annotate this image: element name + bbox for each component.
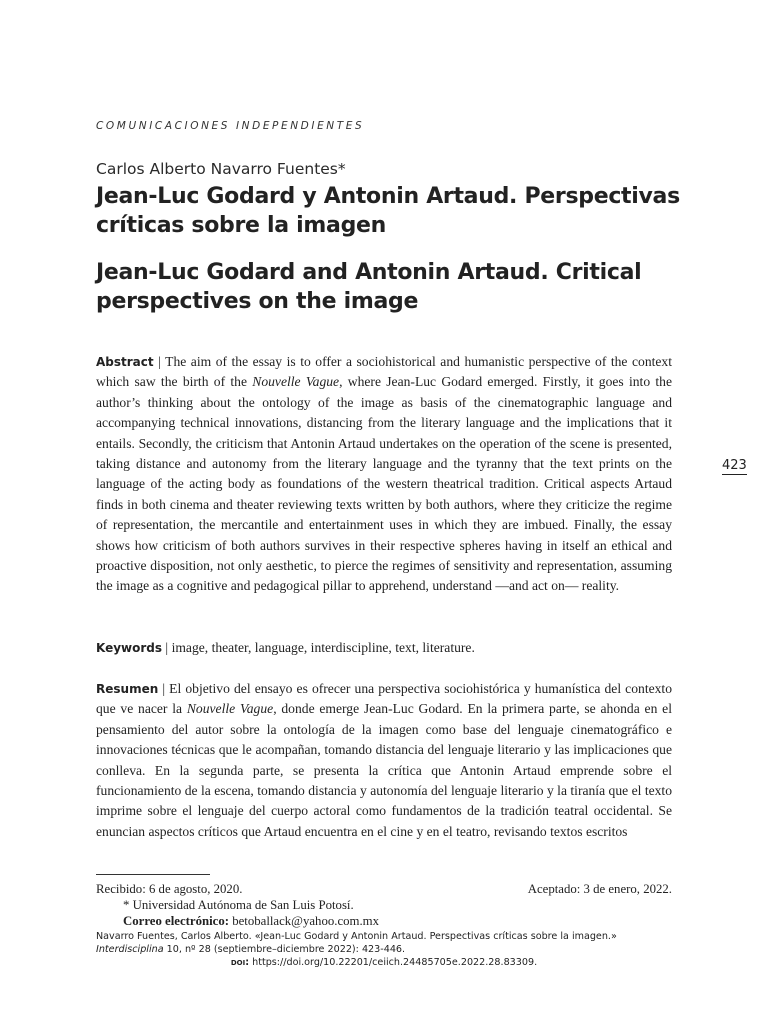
abstract-separator: | [153, 354, 166, 369]
section-label: COMUNICACIONES INDEPENDIENTES [96, 120, 365, 132]
email-label: Correo electrónico: [123, 914, 229, 928]
doi-line [96, 957, 672, 968]
abstract-text-2: , where Jean-Luc Godard emerged. Firstly, it goes into the author’s thinking about the ontology of the image as basis of the cinematographic language and accompanying technical innovations, distancing from the literary language and the implications that it entails. Secondly, the criticism that Antonin Artaud undertakes on the operation of the scene is presented, taking distance and autonomy from the literary language and the tyranny that the text prints on the language of the acting body as foundations of the western theatrical tradition. Critical aspects Artaud finds in both cinema and theater reviewing texts written by both authors, where they criticize the regime of representation, the mercantile and entertainment uses in which they are imbued. Finally, the essay shows how criticism of both authors survives in their respective spheres having in itself an ethical and proactive disposition, not only aesthetic, to pierce the regimes of sensitivity and representation, assuming the image as a cognitive and pedagogical pillar to apprehend, understand —and act on— reality. [96, 374, 673, 594]
author-email-line [123, 913, 379, 929]
resumen-separator: | [158, 681, 170, 696]
keywords-separator: | [162, 640, 172, 655]
keywords-paragraph [96, 638, 672, 658]
page-number: 423 [722, 458, 747, 473]
title-english: Jean-Luc Godard and Antonin Artaud. Critical perspectives on the image [96, 260, 642, 314]
resumen-paragraph [96, 679, 672, 863]
abstract-italic: Nouvelle Vague [252, 374, 340, 390]
citation-text-1: Navarro Fuentes, Carlos Alberto. «Jean-Luc Godard y Antonin Artaud. Perspectivas críticas sobre la imagen.» [96, 931, 617, 942]
footnote-divider [96, 874, 210, 875]
resumen-text-2: , donde emerge Jean-Luc Godard. En la primera parte, se ahonda en el pensamiento del autor sobre la ontología de la imagen como base del lenguaje cinematográfico e innovaciones técnicas que le acompañan, tomando distancia del lenguaje literario y las implicaciones que conlleva. En la segunda parte, se presenta la crítica que Antonin Artaud emprende sobre el funcionamiento de la escena, tomando distancia y autonomía del lenguaje literario y la tiranía que el texto imprime sobre el lenguaje del cuerpo actoral como fundamentos de la tradición teatral occidental. Se enuncian aspectos críticos que Artaud encuentra en el cine y en el teatro, revisando textos escritos [96, 701, 672, 839]
email-address[interactable]: betoballack@yahoo.com.mx [232, 914, 380, 928]
abstract-label: Abstract [96, 355, 154, 369]
citation [96, 930, 672, 956]
doi-label: doi: [230, 957, 250, 968]
keywords-text: image, theater, language, interdiscipline, text, literature. [171, 640, 475, 655]
resumen-text-1: El objetivo del ensayo es ofrecer una perspectiva sociohistórica y humanística del contexto que ve nacer la [96, 681, 672, 717]
abstract-text-1: The aim of the essay is to offer a sociohistorical and humanistic perspective of the context which saw the birth of the [96, 354, 672, 390]
author-name: Carlos Alberto Navarro Fuentes* [96, 160, 346, 178]
author-affiliation: * Universidad Autónoma de San Luis Potosí. [123, 898, 354, 912]
accepted-date: Aceptado: 3 de enero, 2022. [527, 882, 672, 896]
citation-journal: Interdisciplina [96, 944, 164, 955]
resumen-italic: Nouvelle Vague [186, 701, 274, 717]
abstract-paragraph [96, 352, 672, 597]
doi-link[interactable]: https://doi.org/10.22201/ceiich.24485705e.2022.28.83309. [252, 957, 538, 968]
citation-text-2: 10, nº 28 (septiembre–diciembre 2022): 423-446. [163, 944, 406, 955]
received-date: Recibido: 6 de agosto, 2020. [96, 882, 243, 896]
resumen-label: Resumen [96, 682, 159, 696]
title-spanish: Jean-Luc Godard y Antonin Artaud. Perspectivas críticas sobre la imagen [96, 184, 680, 238]
keywords-label: Keywords [96, 641, 163, 655]
